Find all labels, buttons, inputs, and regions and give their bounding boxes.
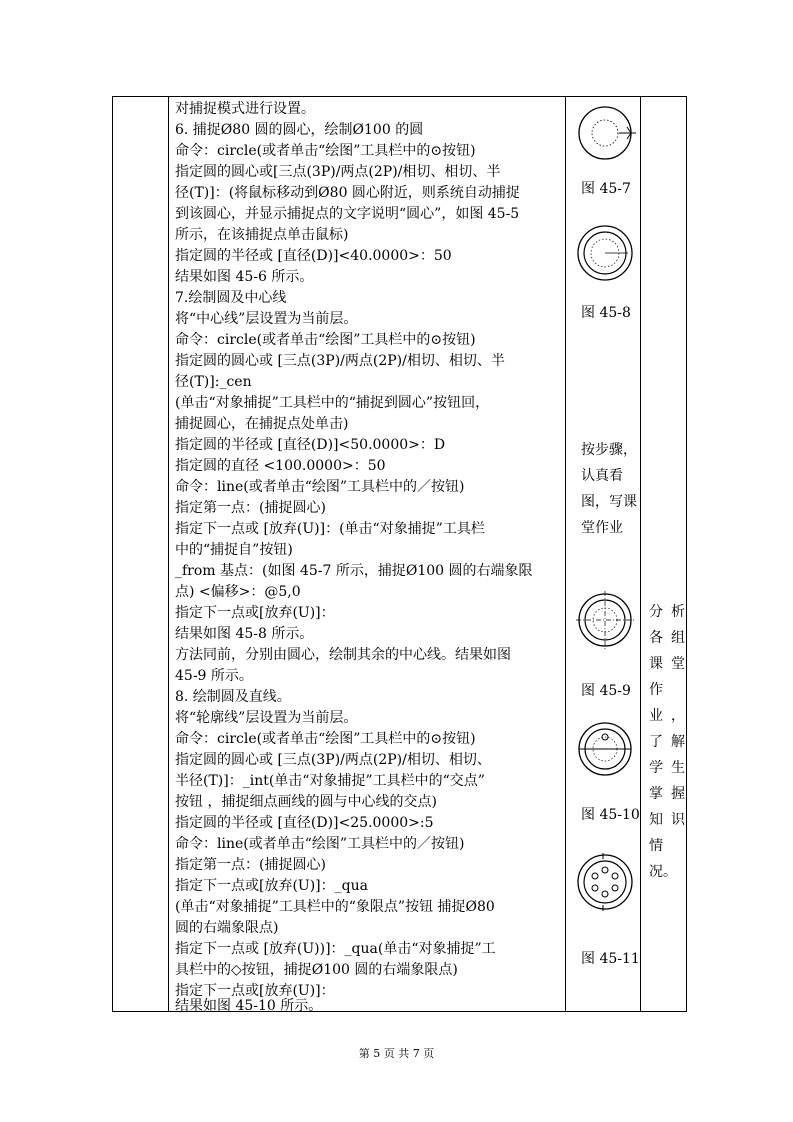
text-line: (单击“对象捕捉”工具栏中的“象限点”按钮 捕捉Ø80 <box>175 899 495 915</box>
text-line: 结果如图 45-10 所示。 <box>175 998 323 1014</box>
text-line: 捕捉圆心，在捕捉点处单击) <box>175 416 349 432</box>
text-line: 指定下一点或[放弃(U)]： <box>175 605 335 621</box>
text-line: _from 基点：(如图 45-7 所示，捕捉Ø100 圆的右端象限 <box>175 563 533 579</box>
figure-caption: 图 45-9 <box>581 683 631 699</box>
page-footer: 第 5 页 共 7 页 <box>358 1047 435 1060</box>
figure-45-9 <box>575 589 637 653</box>
figure-45-10 <box>575 719 637 781</box>
text-line: 7.绘制圆及中心线 <box>175 290 287 306</box>
figure-caption: 图 45-7 <box>581 181 631 197</box>
text-line: 指定下一点或 [放弃(U)]：(单击“对象捕捉”工具栏 <box>175 521 485 537</box>
text-line: 命令：line(或者单击“绘图”工具栏中的／按钮) <box>175 836 465 852</box>
analysis-line: 作 <box>649 682 663 698</box>
text-line: 所示，在该捕捉点单击鼠标) <box>175 227 349 243</box>
text-line: 指定圆的圆心或 [三点(3P)/两点(2P)/相切、相切、 <box>175 752 491 768</box>
text-line: 点) <偏移>：@5,0 <box>175 584 301 600</box>
text-line: 结果如图 45-8 所示。 <box>175 626 314 642</box>
analysis-line: 学生 <box>649 760 685 776</box>
analysis-line: 业， <box>649 708 685 724</box>
note-line: 认真看 <box>581 468 623 484</box>
text-line: 指定圆的半径或 [直径(D)]<50.0000>：D <box>175 437 446 453</box>
analysis-line: 掌握 <box>649 786 685 802</box>
text-line: 具栏中的◇按钮，捕捉Ø100 圆的右端象限点) <box>175 962 458 978</box>
text-line: 命令：line(或者单击“绘图”工具栏中的／按钮) <box>175 479 465 495</box>
figure-45-8 <box>575 225 637 285</box>
instruction-note <box>572 437 645 541</box>
figure-45-7 <box>575 105 637 165</box>
text-line: 将“轮廓线”层设置为当前层。 <box>175 710 358 726</box>
text-line: 指定下一点或[放弃(U)]： <box>175 983 335 999</box>
text-line: 45-9 所示。 <box>175 668 253 684</box>
analysis-line: 分析 <box>649 604 685 620</box>
text-line: 对捕捉模式进行设置。 <box>175 101 315 117</box>
analysis-line: 各组 <box>649 630 685 646</box>
analysis-line: 课堂 <box>649 656 685 672</box>
text-line: 指定圆的半径或 [直径(D)]<25.0000>:5 <box>175 815 434 831</box>
text-line: 指定下一点或 [放弃(U))]：_qua(单击“对象捕捉”工 <box>175 941 496 957</box>
text-line: 指定第一点：(捕捉圆心) <box>175 857 326 873</box>
note-line: 堂作业 <box>581 520 623 536</box>
text-line: 径(T)]:_cen <box>175 374 252 390</box>
text-line: (单击“对象捕捉”工具栏中的“捕捉到圆心”按钮回， <box>175 395 490 411</box>
analysis-line: 了解 <box>649 734 685 750</box>
text-line: 方法同前，分别由圆心，绘制其余的中心线。结果如图 <box>175 647 511 663</box>
text-line: 命令：circle(或者单击“绘图”工具栏中的⊙按钮) <box>175 731 476 747</box>
text-line: 结果如图 45-6 所示。 <box>175 269 314 285</box>
text-line: 半径(T)]：_int(单击“对象捕捉”工具栏中的“交点” <box>175 773 485 789</box>
text-line: 指定圆的圆心或 [三点(3P)/两点(2P)/相切、相切、半 <box>175 353 505 369</box>
text-line: 中的“捕捉自”按钮) <box>175 542 293 558</box>
text-line: 8. 绘制圆及直线。 <box>175 689 291 705</box>
column-divider <box>168 97 169 1011</box>
text-line: 圆的右端象限点) <box>175 920 279 936</box>
text-line: 指定下一点或[放弃(U)]：_qua <box>175 878 368 894</box>
text-line: 命令：circle(或者单击“绘图”工具栏中的⊙按钮) <box>175 332 476 348</box>
note-line: 按步骤， <box>581 442 637 458</box>
text-line: 到该圆心，并显示捕捉点的文字说明“圆心”，如图 45-5 <box>175 206 520 222</box>
text-line: 指定第一点：(捕捉圆心) <box>175 500 326 516</box>
text-line: 径(T)]：(将鼠标移动到Ø80 圆心附近，则系统自动捕捉 <box>175 185 520 201</box>
analysis-line: 知识 <box>649 812 685 828</box>
text-line: 按钮 ，捕捉细点画线的圆与中心线的交点) <box>175 794 437 810</box>
note-line: 图，写课 <box>581 494 637 510</box>
text-line: 命令：circle(或者单击“绘图”工具栏中的⊙按钮) <box>175 143 476 159</box>
figure-caption: 图 45-8 <box>581 305 631 321</box>
column-divider <box>640 97 641 1011</box>
figure-caption: 图 45-10 <box>581 807 640 823</box>
analysis-note <box>649 599 685 885</box>
text-line: 指定圆的半径或 [直径(D)]<40.0000>：50 <box>175 248 452 264</box>
content-table <box>112 96 687 1012</box>
analysis-line: 况。 <box>649 864 677 880</box>
text-line: 6. 捕捉Ø80 圆的圆心，绘制Ø100 的圆 <box>175 122 424 138</box>
text-line: 指定圆的圆心或[三点(3P)/两点(2P)/相切、相切、半 <box>175 164 501 180</box>
analysis-line: 情 <box>649 838 663 854</box>
column-divider <box>565 97 566 1011</box>
text-line: 指定圆的直径 <100.0000>：50 <box>175 458 386 474</box>
figure-caption: 图 45-11 <box>581 951 640 967</box>
text-line: 将“中心线”层设置为当前层。 <box>175 311 358 327</box>
figure-45-11 <box>575 851 637 915</box>
